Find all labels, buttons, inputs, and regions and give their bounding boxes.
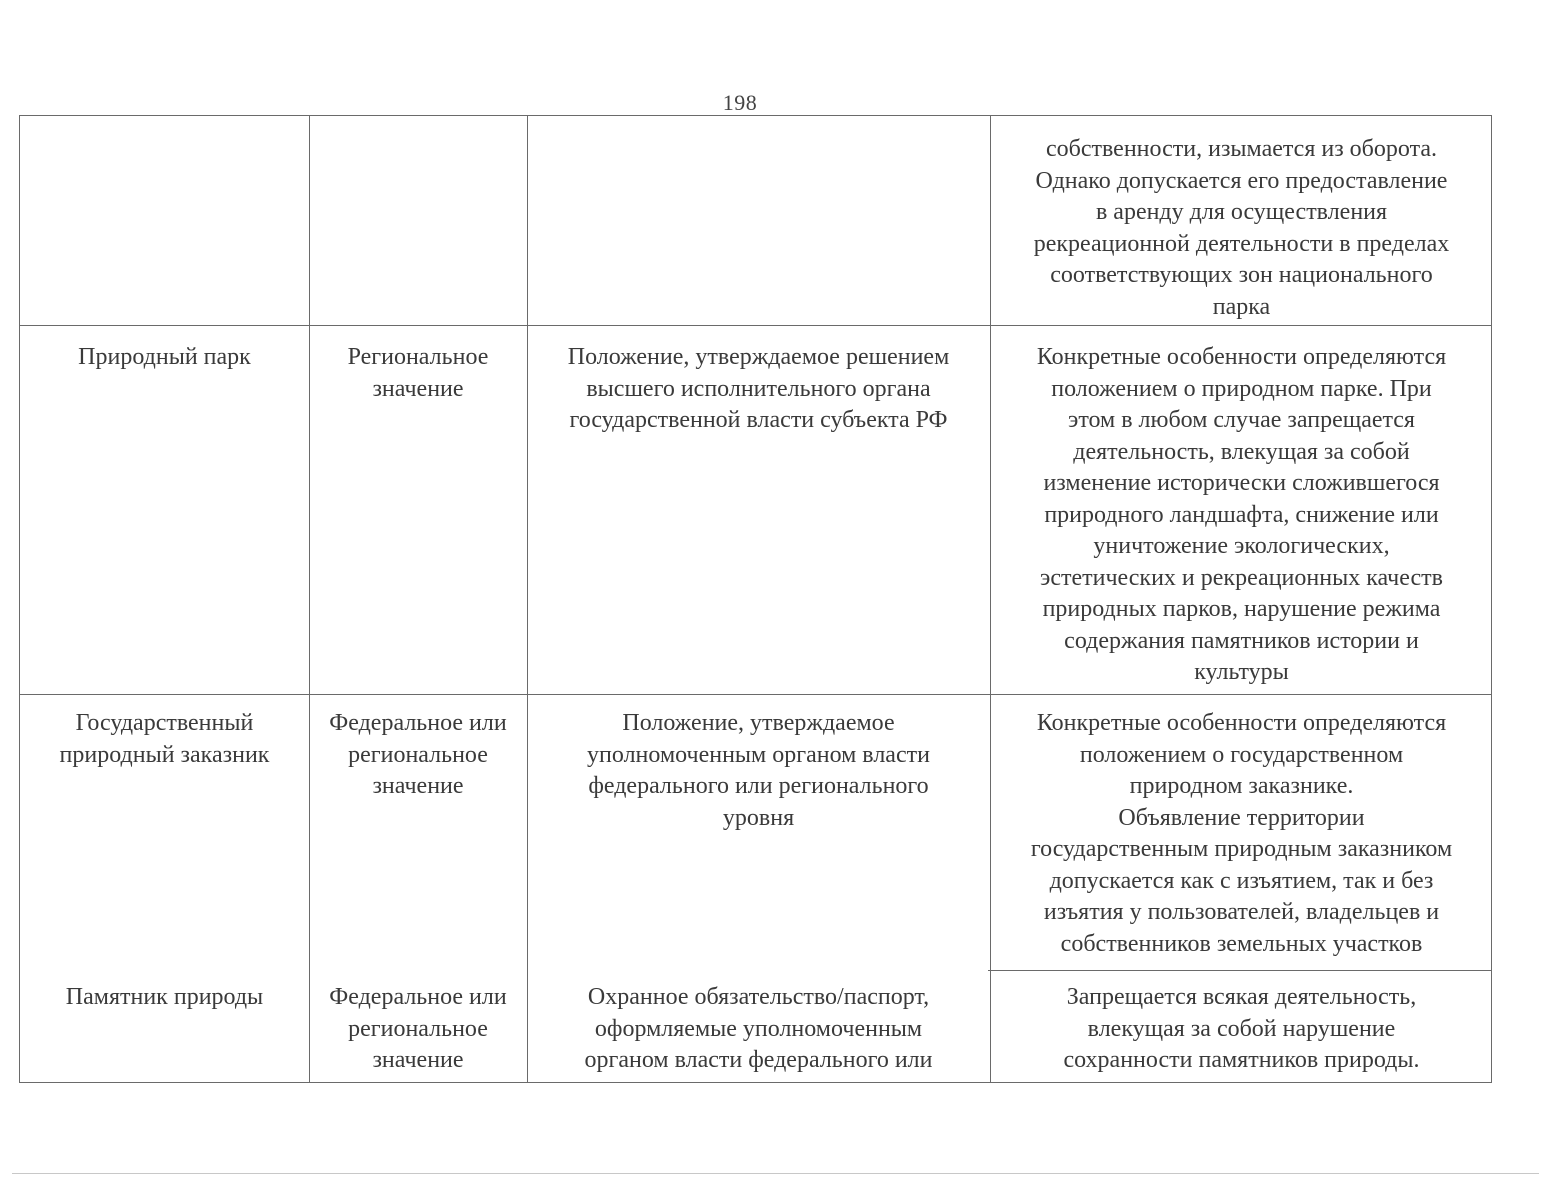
text-line: уничтожение экологических,: [1093, 533, 1390, 559]
text-line: Охранное обязательство/паспорт,: [587, 984, 930, 1010]
cell-row2-type: [20, 342, 309, 702]
text-line: в аренду для осуществления: [1095, 199, 1388, 225]
text-line: федерального или регионального: [588, 773, 929, 799]
text-line: Объявление территории: [1118, 804, 1365, 831]
text-line: оформляемые уполномоченным: [594, 1015, 923, 1042]
text-line: природный заказник: [59, 741, 270, 768]
cell-row1-significance: [309, 134, 527, 334]
cell-row1-document: [527, 134, 990, 334]
text-line: изъятия у пользователей, владельцев и: [1043, 899, 1440, 925]
text-line: Государственный: [75, 710, 254, 736]
text-line: этом в любом случае запрещается: [1068, 407, 1415, 433]
text-line: государственной власти субъекта РФ: [569, 407, 948, 433]
text-line: природного ландшафта, снижение или: [1044, 501, 1439, 528]
cell-row2-document: [527, 342, 990, 702]
text-line: значение: [372, 773, 464, 799]
text-line: природном заказнике.: [1129, 773, 1354, 799]
text-line: деятельность, влекущая за собой: [1073, 438, 1410, 465]
text-line: Федеральное или: [329, 984, 507, 1010]
text-line: Конкретные особенности определяются: [1036, 344, 1447, 370]
text-line: культуры: [1194, 659, 1289, 685]
text-line: положением о природном парке. При: [1051, 375, 1432, 402]
cell-row3-document: [527, 708, 990, 970]
text-line: содержания памятников истории и: [1064, 627, 1419, 654]
bottom-rule: [12, 1173, 1539, 1174]
cell-row3-regime: [990, 708, 1493, 970]
text-line: парка: [1212, 293, 1271, 320]
text-line: высшего исполнительного органа: [586, 375, 931, 402]
text-line: допускается как с изъятием, так и без: [1049, 867, 1434, 894]
text-line: Положение, утверждаемое решением: [567, 344, 950, 370]
text-line: Региональное: [347, 344, 489, 370]
text-line: Конкретные особенности определяются: [1036, 710, 1447, 736]
cell-row2-regime: [990, 342, 1493, 702]
text-line: уполномоченным органом власти: [587, 741, 930, 768]
data-table: [19, 115, 1492, 1083]
text-line: соответствующих зон национального: [1050, 262, 1433, 288]
cell-row1-regime: [990, 134, 1493, 334]
text-line: региональное: [348, 1015, 488, 1042]
cell-row3-type: [20, 708, 309, 970]
text-line: сохранности памятников природы.: [1063, 1047, 1420, 1073]
text-line: значение: [372, 375, 464, 402]
cell-row1-type: [20, 134, 309, 334]
cell-row2-significance: [309, 342, 527, 702]
text-line: собственников земельных участков: [1060, 930, 1423, 957]
text-line: эстетических и рекреационных качеств: [1040, 564, 1443, 591]
text-line: Памятник природы: [65, 984, 264, 1010]
page-number: 198: [722, 90, 758, 115]
text-line: Запрещается всякая деятельность,: [1066, 984, 1417, 1010]
text-line: Природный парк: [78, 344, 251, 370]
text-line: влекущая за собой нарушение: [1087, 1015, 1396, 1042]
text-line: собственности, изымается из оборота.: [1045, 136, 1438, 162]
text-line: значение: [372, 1047, 464, 1073]
text-line: положением о государственном: [1079, 741, 1404, 768]
text-line: Однако допускается его предоставление: [1035, 167, 1448, 194]
cell-row3-significance: [309, 708, 527, 970]
text-line: органом власти федерального или: [584, 1047, 933, 1073]
cell-row4-significance: [309, 982, 527, 1082]
text-line: Положение, утверждаемое: [622, 710, 895, 736]
row-divider-3: [988, 970, 1491, 971]
text-line: государственным природным заказником: [1030, 836, 1453, 862]
text-line: Федеральное или: [329, 710, 507, 736]
text-line: рекреационной деятельности в пределах: [1033, 230, 1450, 257]
text-line: региональное: [348, 741, 488, 768]
text-line: уровня: [722, 804, 795, 831]
cell-row4-regime: [990, 982, 1493, 1082]
text-line: природных парков, нарушение режима: [1042, 596, 1441, 622]
text-line: изменение исторически сложившегося: [1043, 470, 1440, 496]
cell-row4-type: [20, 982, 309, 1082]
cell-row4-document: [527, 982, 990, 1082]
